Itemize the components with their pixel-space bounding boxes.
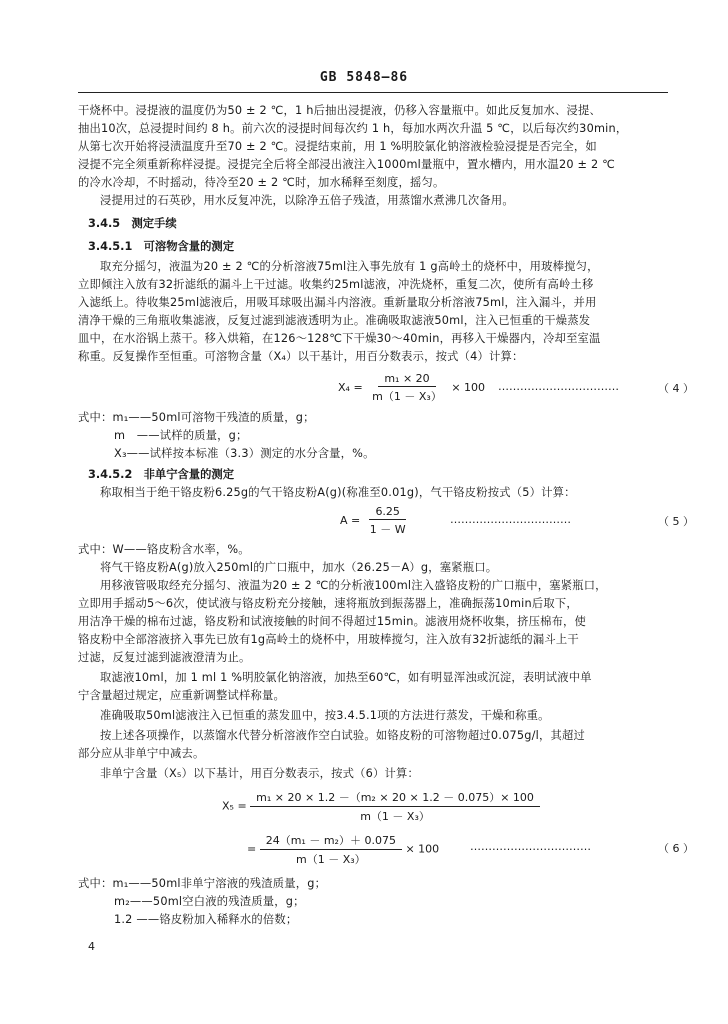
text-line: 准确吸取50ml滤液注入已恒重的蒸发皿中，按3.4.5.1项的方法进行蒸发，干燥和称重。 [100, 709, 550, 722]
section-heading-3-4-5: 3.4.5 测定手续 [88, 217, 177, 230]
text-line: X₃——试样按本标准（3.3）测定的水分含量，%。 [114, 447, 375, 460]
formula-4-numerator: m₁ × 20 [378, 372, 435, 387]
text-line: 从第七次开始将浸渍温度升至70 ± 2 ℃。浸提结束前，用 1 %明胶氯化钠溶液检验浸提是否完全，如 [78, 140, 597, 153]
text-line: 称取相当于绝干铬皮粉6.25g的气干铬皮粉A(g)(称准至0.01g)，气干铬皮粉按式（5）计算： [100, 486, 576, 499]
leader-dots: …………………………… [450, 513, 571, 526]
leader-dots: …………………………… [470, 840, 591, 853]
formula-4 [338, 372, 485, 404]
page-number: 4 [88, 940, 95, 953]
formula-4-fraction [366, 372, 448, 404]
text-line: m ——试样的质量，g； [114, 429, 248, 442]
formula-5-fraction [364, 505, 412, 537]
text-line: 浸提用过的石英砂，用水反复冲洗，以除净五倍子残渣，用蒸馏水煮沸几次备用。 [100, 194, 514, 207]
text-line: 非单宁含量（X₅）以下基计，用百分数表示，按式（6）计算： [100, 767, 419, 780]
text-line: 过滤，反复过滤到滤液澄清为止。 [78, 651, 251, 664]
text-line: 式中：m₁——50ml非单宁溶液的残渣质量，g； [78, 877, 327, 890]
formula-6b-numerator: 24（m₁ － m₂）＋ 0.075 [260, 832, 402, 850]
text-line: 用移液管吸取经充分摇匀、液温为20 ± 2 ℃的分析液100ml注入盛铬皮粉的广口瓶中，塞紧瓶口， [100, 579, 607, 592]
text-line: 式中：W——铬皮粉含水率，%。 [78, 543, 250, 556]
text-line: 将气干铬皮粉A(g)放入250ml的广口瓶中，加水（26.25－A）g，塞紧瓶口。 [100, 561, 498, 574]
text-line: 清净干燥的三角瓶收集滤液，反复过滤到滤液透明为止。准确吸取滤液50ml，注入已恒重的干燥蒸发 [78, 314, 591, 327]
formula-4-denominator: m（1 － X₃） [372, 390, 442, 403]
formula-6b-fraction [260, 832, 402, 867]
standard-code-header: GB 5848—86 [319, 70, 409, 85]
formula-4-tail: × 100 [451, 381, 486, 394]
leader-dots: …………………………… [498, 380, 619, 393]
text-line: 称重。反复操作至恒重。可溶物含量（X₄）以干基计，用百分数表示，按式（4）计算： [78, 350, 524, 363]
formula-6-denominator: m（1 － X₃） [360, 810, 430, 823]
formula-6 [222, 789, 540, 824]
text-line: 浸提不完全须重新称样浸提。浸提完全后将全部浸出液注入1000ml量瓶中，置水槽内，用水温20 ± 2 ℃ [78, 158, 616, 171]
section-heading-3-4-5-1: 3.4.5.1 可溶物含量的测定 [88, 240, 234, 253]
text-line: 用洁净干燥的棉布过滤，铬皮粉和试液接触的时间不得超过15min。滤液用烧杯收集，挤压棉布，使 [78, 615, 587, 628]
header-rule [78, 92, 668, 93]
equation-number-5: （ 5 ） [658, 515, 694, 528]
formula-6-fraction [250, 789, 540, 824]
formula-6-numerator: m₁ × 20 × 1.2 －（m₂ × 20 × 1.2 － 0.075）× 100 [250, 789, 540, 807]
formula-5 [340, 505, 412, 537]
section-heading-3-4-5-2: 3.4.5.2 非单宁含量的测定 [88, 468, 234, 481]
text-line: 入滤纸上。待收集25ml滤液后，用吸耳球吸出漏斗内溶液。重新量取分析溶液75ml，注入漏斗，并用 [78, 296, 597, 309]
equation-number-6: （ 6 ） [658, 842, 694, 855]
text-line: 宁含量超过规定，应重新调整试样称量。 [78, 689, 285, 702]
formula-6b-denominator: m（1 － X₃） [296, 853, 366, 866]
equation-number-4: （ 4 ） [658, 382, 694, 395]
text-line: 铬皮粉中全部溶液挤入事先已放有1g高岭土的烧杯中，用玻棒搅匀，注入放有32折滤纸的漏斗上干 [78, 633, 579, 646]
text-line: 按上述各项操作，以蒸馏水代替分析溶液作空白试验。如铬皮粉的可溶物超过0.075g/l，其超过 [100, 729, 585, 742]
text-line: 干烧杯中。浸提液的温度仍为50 ± 2 ℃，1 h后抽出浸提液，仍移入容量瓶中。如此反复加水、浸提、 [78, 104, 602, 117]
formula-6-simplified [247, 832, 439, 867]
text-line: 的冷水冷却，不时摇动，待冷至20 ± 2 ℃时，加水稀释至刻度，摇匀。 [78, 176, 445, 189]
text-line: 立即用手摇动5～6次，使试液与铬皮粉充分接触，速将瓶放到振荡器上，准确振荡10min后取下， [78, 597, 578, 610]
text-line: 取滤液10ml，加 1 ml 1 %明胶氯化钠溶液，加热至60℃，如有明显浑浊或沉淀，表明试液中单 [100, 671, 592, 684]
text-line: 皿中，在水浴锅上蒸干。移入烘箱，在126～128℃下干燥30～40min，再移入干燥器内，冷却至室温 [78, 332, 601, 345]
text-line: 取充分摇匀，液温为20 ± 2 ℃的分析溶液75ml注入事先放有 1 g高岭土的烧杯中，用玻棒搅匀， [100, 260, 599, 273]
text-line: 式中：m₁——50ml可溶物干残渣的质量，g； [78, 411, 315, 424]
formula-6b-tail: × 100 [405, 842, 440, 856]
formula-6b-equals: = [247, 842, 257, 856]
text-line: 抽出10次，总浸提时间约 8 h。前六次的浸提时间每次约 1 h，每加水两次升温 5 ℃，以后每次约30min， [78, 122, 628, 135]
formula-6-lhs: X₅ = [222, 799, 247, 813]
formula-5-numerator: 6.25 [369, 505, 406, 520]
formula-5-lhs: A = [340, 514, 361, 527]
formula-4-lhs: X₄ = [338, 381, 363, 394]
text-line: m₂——50ml空白液的残渣质量，g； [114, 895, 305, 908]
formula-5-denominator: 1 － W [369, 523, 406, 536]
text-line: 部分应从非单宁中减去。 [78, 747, 205, 760]
text-line: 立即倾注入放有32折滤纸的漏斗上干过滤。收集约25ml滤液，冲洗烧杯，重复二次，使所有高岭土移 [78, 278, 594, 291]
text-line: 1.2 ——铬皮粉加入稀释水的倍数； [114, 913, 298, 926]
